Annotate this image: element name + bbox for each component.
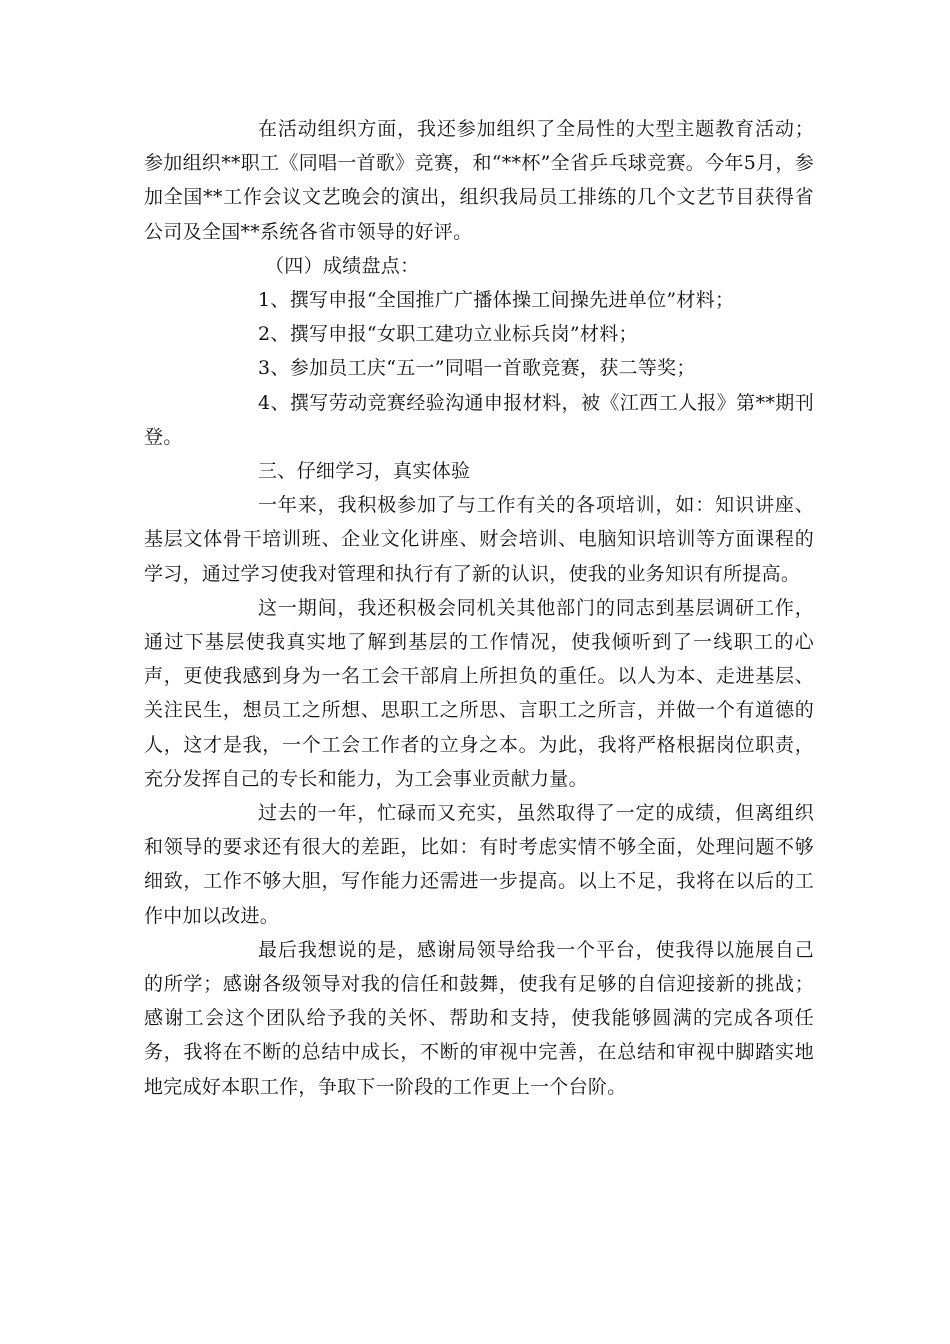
section-heading-learning: 三、仔细学习，真实体验 (258, 460, 471, 483)
paragraph-field-research: 这一期间，我还积极会同机关其他部门的同志到基层调研工作，通过下基层使我真实地了解到基层的工作情况，使我倾听到了一线职工的心声，更使我感到身为一名工会干部肩上所担负的重任。以人为本、走进基层、关注民生，想员工之所想、思职工之所思、言职工之所言，并做一个有道德的人，这才是我，一个工会工作者的立身之本。为此，我将严格根据岗位职责，充分发挥自己的专长和能力，为工会事业贡献力量。 (144, 596, 814, 790)
achievement-item-3: 3、参加员工庆“五一”同唱一首歌竞赛，获二等奖； (258, 357, 696, 380)
document-body (144, 112, 814, 1104)
achievement-item-2: 2、撰写申报“女职工建功立业标兵岗”材料； (258, 323, 638, 346)
achievement-item-4: 4、撰写劳动竞赛经验沟通申报材料，被《江西工人报》第**期刊登。 (144, 391, 814, 448)
paragraph-closing-thanks: 最后我想说的是，感谢局领导给我一个平台，使我得以施展自己的所学；感谢各级领导对我的信任和鼓舞，使我有足够的自信迎接新的挑战；感谢工会这个团队给予我的关怀、帮助和支持，使我能够圆满的完成各项任务，我将在不断的总结中成长，不断的审视中完善，在总结和审视中脚踏实地地完成好本职工作，争取下一阶段的工作更上一个台阶。 (144, 938, 814, 1098)
paragraph-activity-organization: 在活动组织方面，我还参加组织了全局性的大型主题教育活动；参加组织**职工《同唱一首歌》竞赛，和“**杯”全省乒乓球竞赛。今年5月，参加全国**工作会议文艺晚会的演出，组织我局员工排练的几个文艺节目获得省公司及全国**系统各省市领导的好评。 (144, 118, 814, 243)
section-heading-achievements: （四）成绩盘点： (265, 254, 420, 277)
achievement-item-1: 1、撰写申报“全国推广广播体操工间操先进单位”材料； (258, 289, 735, 312)
paragraph-training: 一年来，我积极参加了与工作有关的各项培训，如：知识讲座、基层文体骨干培训班、企业文化讲座、财会培训、电脑知识培训等方面课程的学习，通过学习使我对管理和执行有了新的认识，使我的业务知识有所提高。 (144, 494, 814, 585)
paragraph-shortcomings: 过去的一年，忙碌而又充实，虽然取得了一定的成绩，但离组织和领导的要求还有很大的差距，比如：有时考虑实情不够全面，处理问题不够细致，工作不够大胆，写作能力还需进一步提高。以上不足，我将在以后的工作中加以改进。 (144, 802, 814, 927)
